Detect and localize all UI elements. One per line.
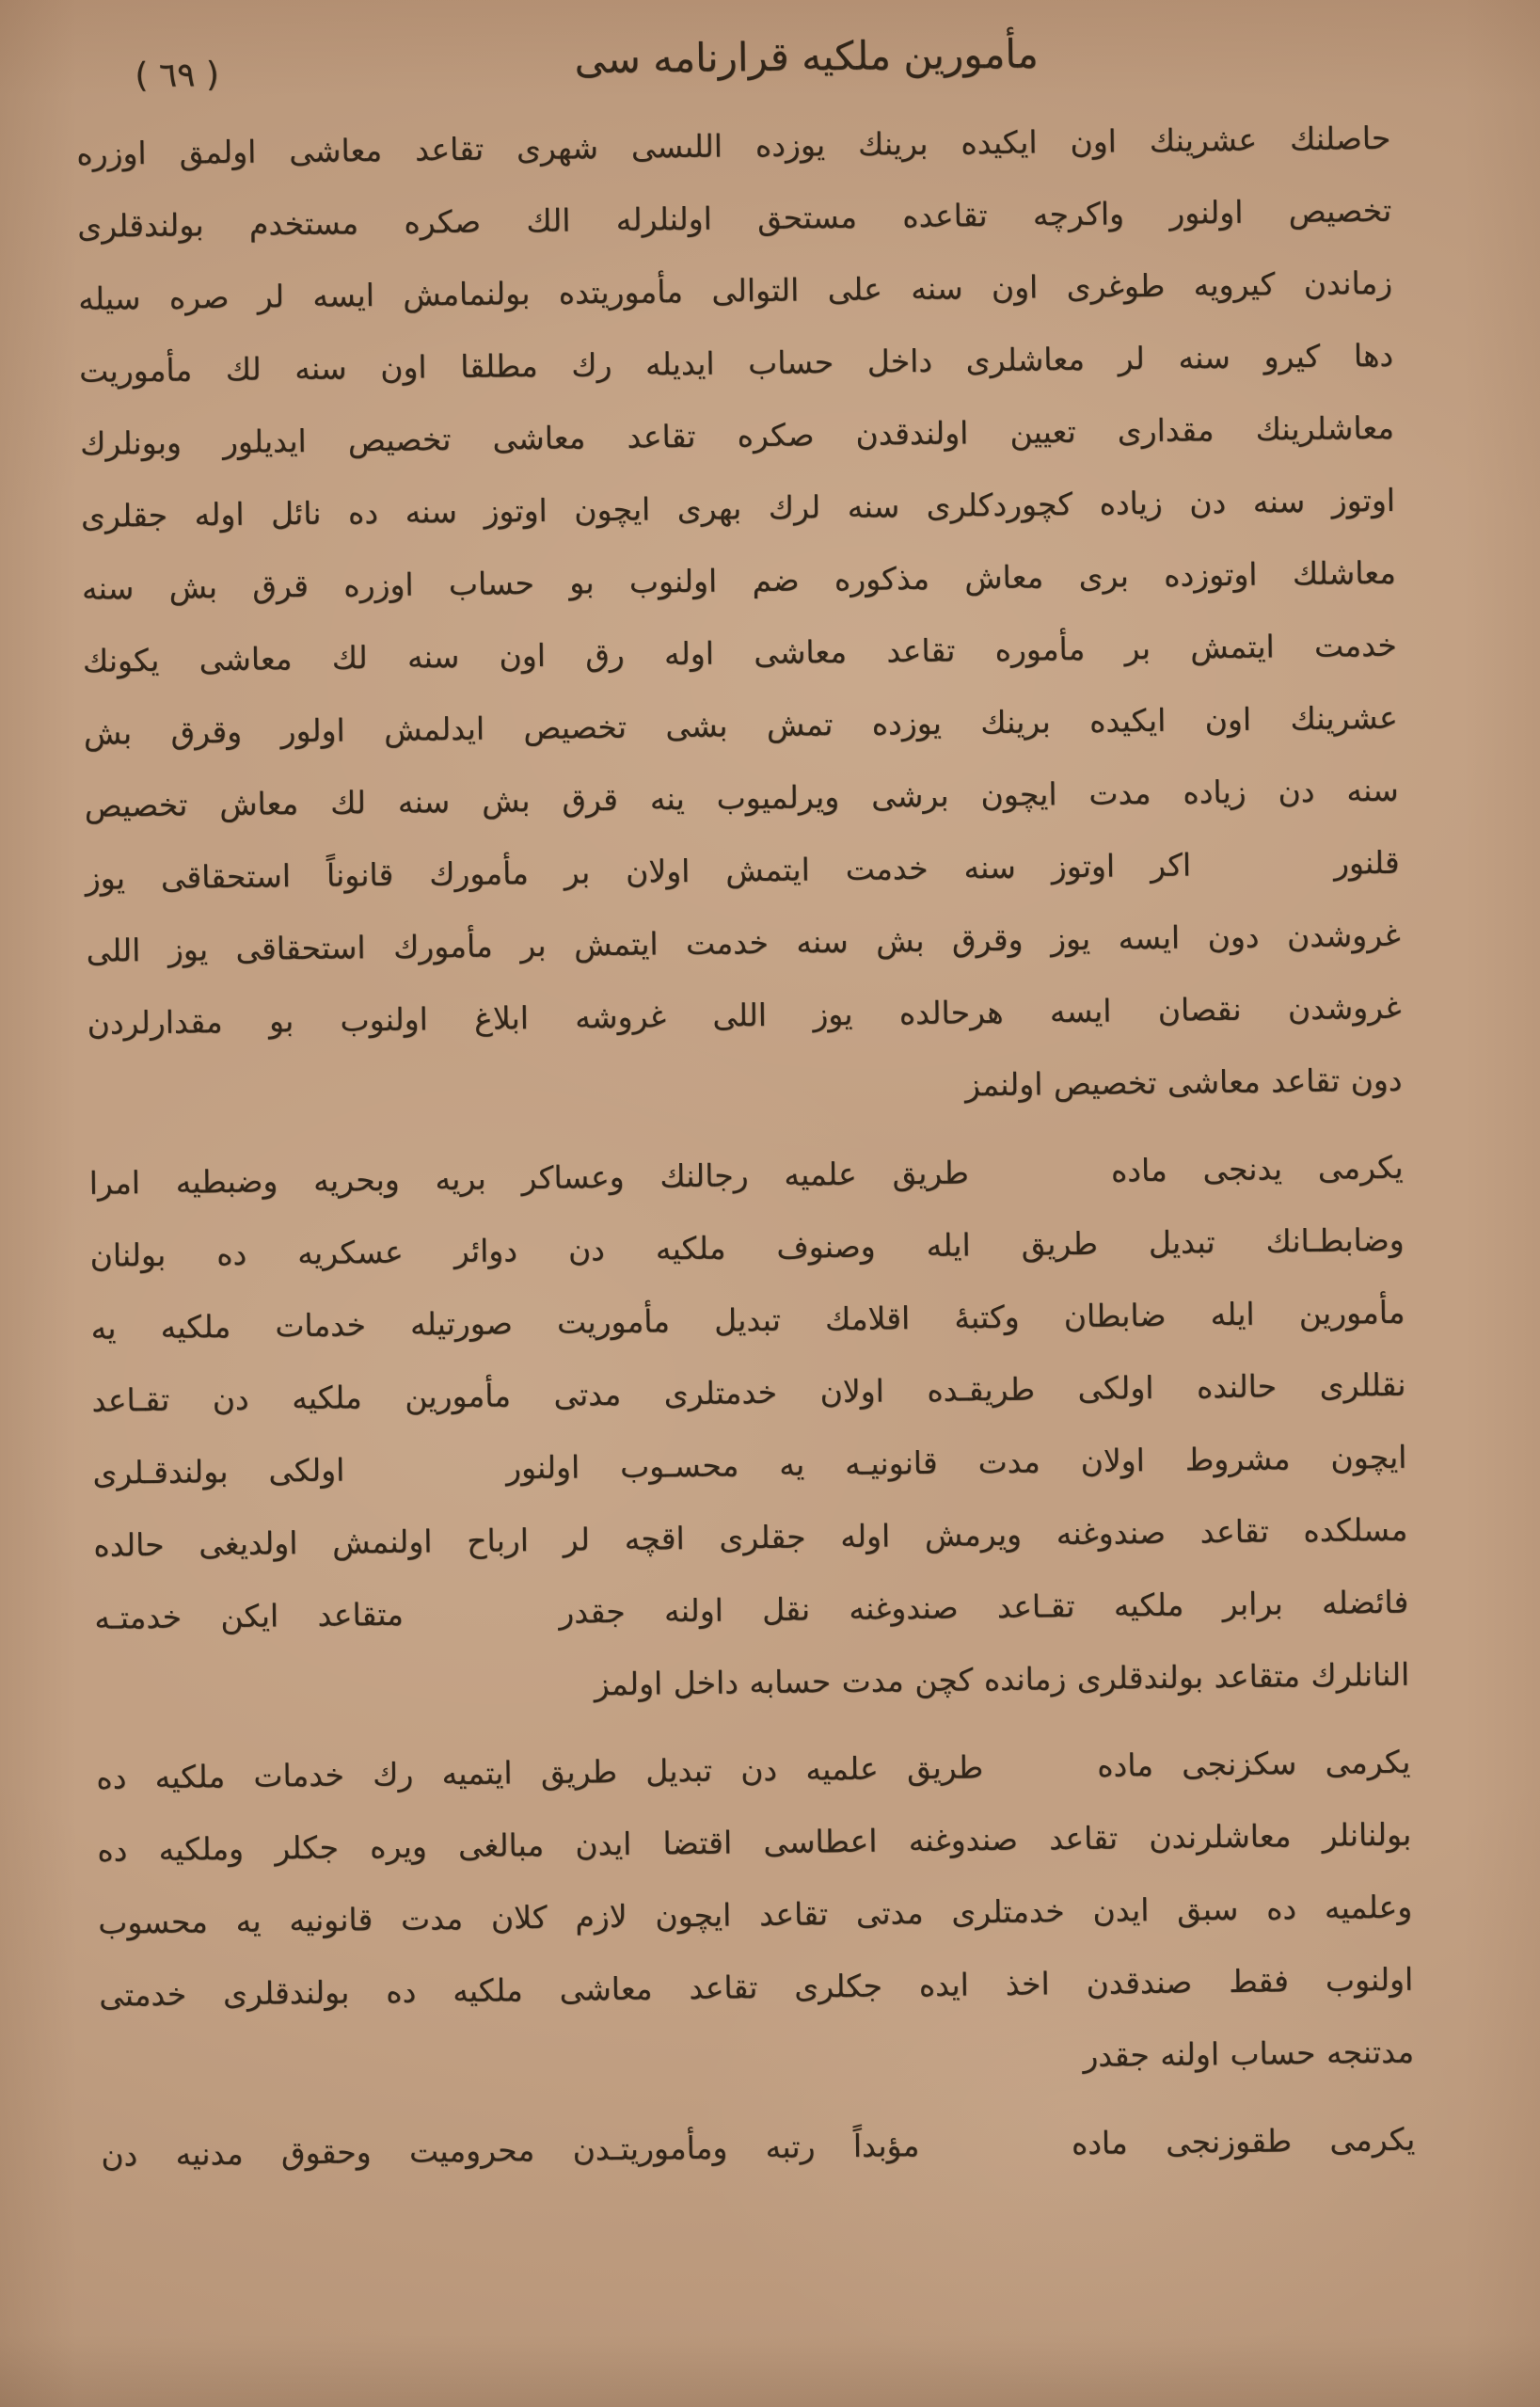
text-line: غروشدن دون ايسه يوز وقرق بش سنه خدمت ايتمش بر مأمورك استحقاقى يوز اللى <box>86 916 1401 969</box>
text-line: اوتوز سنه دن زياده كچوردكلرى سنه لرك بهرى ايچون اوتوز سنه ده نائل اوله جقلرى <box>80 481 1396 534</box>
text-line: عشرينك اون ايكيده برينك يوزده تمش بشى تخصيص ايدلمش اولور وقرق بش <box>83 698 1398 752</box>
text-line: خدمت ايتمش بر مأموره تقاعد معاشى اوله رق اون سنه لك معاشى يكونك <box>82 626 1398 679</box>
text-line: زماندن كيرويه طوغرى اون سنه على التوالى مأموريتده بولنمامش ايسه لر صره سيله <box>77 263 1393 317</box>
text-line: يكرمى يدنجى ماده طريق علميه رجالنك وعساكر بريه وبحريه وضبطيه امرا <box>88 1148 1404 1202</box>
page-number: ( ٦٩ ) <box>135 56 220 96</box>
text-line: معاشلرينك مقدارى تعيين اولندقدن صكره تقاعد معاشى تخصيص ايديلور وبونلرك <box>79 408 1395 462</box>
paragraph <box>76 102 1403 1132</box>
body-text <box>76 102 1416 2192</box>
running-title: مأمورين ملكيه قرارنامه سى <box>574 30 1039 83</box>
text-line: دها كيرو سنه لر معاشلرى داخل حساب ايديله رك مطلقا اون سنه لك مأموريت <box>78 336 1394 390</box>
paragraph <box>101 2103 1416 2192</box>
text-line: فائضله برابر ملكيه تقـاعد صندوغنه نقل اولنه جقدر متقاعد ايكن خدمتـه <box>94 1583 1409 1636</box>
paragraph <box>88 1131 1409 1727</box>
text-line: حاصلنك عشرينك اون ايكيده برينك يوزده اللىسى شهرى تقاعد معاشى اولمق اوزره <box>76 119 1391 172</box>
text-line: تخصيص اولنور واكرچه تقاعده مستحق اولنلرله الك صكره مستخدم بولندقلرى <box>77 191 1392 245</box>
text-line: النانلرك متقاعد بولندقلرى زمانده كچن مدت حسابه داخل اولمز <box>594 1655 1410 1703</box>
text-line: وعلميه ده سبق ايدن خدمتلرى مدتى تقاعد ايچون لازم كلان مدت قانونيه يه محسوب <box>98 1888 1413 1941</box>
text-line: سنه دن زياده مدت ايچون برشى ويرلميوب ينه قرق بش سنه لك معاش تخصيص <box>84 771 1399 824</box>
text-line: يكرمى سكزنجى ماده طريق علميه دن تبديل طريق ايتميه رك خدمات ملكيه ده <box>96 1743 1411 1796</box>
text-line: وضابطـانك تبديل طريق ايله وصنوف ملكيه دن دوائر عسكريه ده بولنان <box>89 1220 1405 1274</box>
text-line: غروشدن نقصان ايسه هرحالده يوز اللى غروشه ابلاغ اولنوب بو مقدارلردن <box>87 988 1402 1042</box>
text-line: نقللرى حالنده اولكى طريقـده اولان خدمتلرى مدتى مأمورين ملكيه دن تقـاعد <box>91 1365 1406 1419</box>
text-line: اولنوب فقط صندقدن اخذ ايده جكلرى تقاعد معاشى ملكيه ده بولندقلرى خدمتى <box>98 1960 1414 2014</box>
paragraph <box>96 1726 1415 2104</box>
text-line: مأمورين ايله ضابطان وكتبهٔ اقلامك تبديل مأموريت صورتيله خدمات ملكيه يه <box>90 1293 1405 1347</box>
text-line: مدتنجه حساب اولنه جقدر <box>1083 2032 1415 2074</box>
text-line: قلنور اكر اوتوز سنه خدمت ايتمش اولان بر مأمورك قانوناً استحقاقى يوز <box>85 843 1400 897</box>
text-line: يكرمى طقوزنجى ماده مؤبداً رتبه ومأموريتـدن محروميت وحقوق مدنيه دن <box>101 2120 1416 2174</box>
text-line: معاشلك اوتوزده برى معاش مذكوره ضم اولنوب بو حساب اوزره قرق بش سنه <box>81 553 1397 607</box>
text-line: بولنانلر معاشلرندن تقاعد صندوغنه اعطاسى اقتضا ايدن مبالغى ويره جكلر وملكيه ده <box>97 1815 1412 1869</box>
text-line: ايچون مشروط اولان مدت قانونيـه يه محسـوب اولنور اولكى بولندقـلرى <box>92 1438 1407 1491</box>
text-line: مسلكده تقاعد صندوغنه ويرمش اوله جقلرى اقچه لر ارباح اولنمش اولديغى حالده <box>93 1510 1408 1564</box>
text-line: دون تقاعد معاشى تخصيص اولنمز <box>964 1060 1403 1104</box>
